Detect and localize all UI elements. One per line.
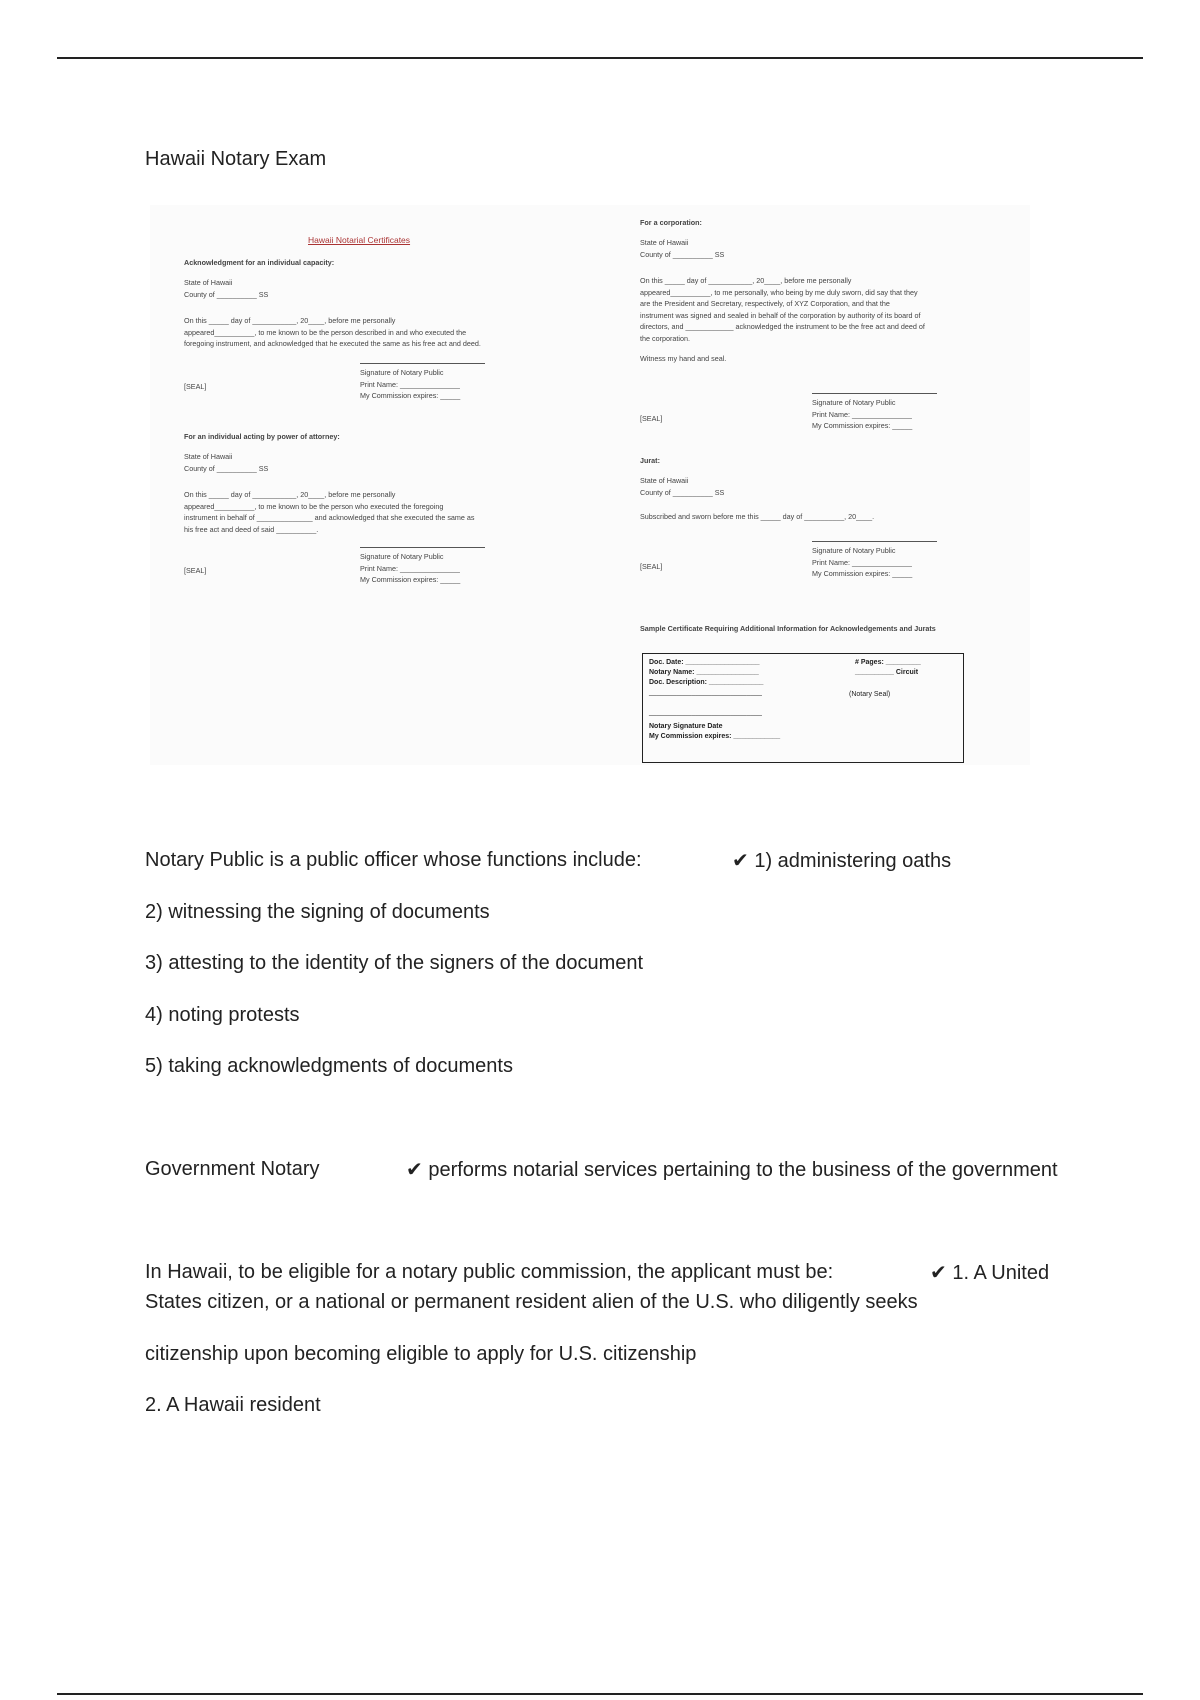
question-eligibility: In Hawaii, to be eligible for a notary public commission, the applicant must be: bbox=[145, 1261, 834, 1283]
poa-body: On this _____ day of ___________, 20____, before me personally appeared__________, to me known to be the person who executed the foregoing instrument in behalf of ______________ and acknowledged that she executed the same as his free act and deed of said __________. bbox=[184, 490, 475, 534]
individual-body: On this _____ day of ___________, 20____, before me personally appeared__________, to me known to be the person described in and who executed the foregoing instrument, and acknowledged that he executed the same as his free act and deed. bbox=[184, 316, 481, 349]
sample-commission: My Commission expires: ____________ bbox=[649, 733, 781, 740]
corporation-heading: For a corporation: bbox=[640, 218, 702, 227]
check-icon: ✔ bbox=[732, 848, 749, 872]
check-icon: ✔ bbox=[930, 1260, 947, 1284]
eligibility-line: 2. A Hawaii resident bbox=[145, 1394, 321, 1416]
function-item: 2) witnessing the signing of documents bbox=[145, 901, 490, 923]
corporation-venue: State of Hawaii County of __________ SS bbox=[640, 238, 725, 259]
corporation-signature-block: Signature of Notary Public Print Name: _______________ My Commission expires: _____ bbox=[812, 393, 937, 432]
sample-notary-seal: (Notary Seal) bbox=[849, 691, 891, 698]
answer-notary-functions: ✔ 1) administering oaths bbox=[732, 848, 952, 872]
function-item: 5) taking acknowledgments of documents bbox=[145, 1055, 513, 1077]
individual-seal: [SEAL] bbox=[184, 382, 207, 391]
notarial-certificates-image bbox=[150, 205, 1030, 765]
sample-pages: # Pages: _________ bbox=[855, 659, 921, 666]
eligibility-line: citizenship upon becoming eligible to apply for U.S. citizenship bbox=[145, 1343, 697, 1365]
jurat-body: Subscribed and sworn before me this _____ day of __________, 20____. bbox=[640, 512, 875, 521]
eligibility-line: States citizen, or a national or permanent resident alien of the U.S. who diligently seeks bbox=[145, 1291, 918, 1313]
header-rule bbox=[57, 57, 1143, 59]
footer-rule bbox=[57, 1693, 1143, 1695]
question-notary-functions: Notary Public is a public officer whose functions include: bbox=[145, 849, 642, 871]
certificates-right-column bbox=[640, 205, 1030, 645]
sample-notary-signature: Notary Signature Date bbox=[649, 723, 723, 730]
poa-seal: [SEAL] bbox=[184, 566, 207, 575]
question-government-notary: Government Notary bbox=[145, 1158, 320, 1180]
sample-blank-line-2: _____________________________ bbox=[649, 709, 762, 716]
poa-heading: For an individual acting by power of attorney: bbox=[184, 432, 340, 441]
jurat-heading: Jurat: bbox=[640, 456, 660, 465]
sample-heading: Sample Certificate Requiring Additional Information for Acknowledgements and Jurats bbox=[640, 624, 936, 633]
individual-heading: Acknowledgment for an individual capacity: bbox=[184, 258, 335, 267]
sample-circuit: __________ Circuit bbox=[855, 669, 919, 676]
corporation-body: On this _____ day of ___________, 20____, before me personally appeared__________, to me personally, who being by me duly sworn, did say that they are the President and Secretary, respectively, of XYZ Corporation, and that the instrument was signed and sealed in behalf of the corporation by authority of its board of directors, and ____________ acknowledged the instrument to be the free act and deed of the corporation. bbox=[640, 276, 925, 343]
sample-doc-date: Doc. Date: ___________________ bbox=[649, 659, 760, 666]
jurat-seal: [SEAL] bbox=[640, 562, 663, 571]
witness-line: Witness my hand and seal. bbox=[640, 354, 727, 363]
certificates-title: Hawaii Notarial Certificates bbox=[308, 235, 411, 245]
jurat-venue: State of Hawaii County of __________ SS bbox=[640, 476, 725, 497]
poa-venue: State of Hawaii County of __________ SS bbox=[184, 452, 269, 473]
certificates-left-column bbox=[150, 205, 570, 765]
sample-certificate-box bbox=[642, 653, 964, 763]
function-item: 3) attesting to the identity of the signers of the document bbox=[145, 952, 644, 974]
answer-government-notary: ✔ performs notarial services pertaining to the business of the government bbox=[406, 1157, 1058, 1181]
poa-signature-block: Signature of Notary Public Print Name: _______________ My Commission expires: _____ bbox=[360, 547, 485, 586]
check-icon: ✔ bbox=[406, 1157, 423, 1181]
document-title: Hawaii Notary Exam bbox=[145, 148, 327, 170]
sample-blank-line: _____________________________ bbox=[649, 689, 762, 696]
jurat-signature-block: Signature of Notary Public Print Name: _______________ My Commission expires: _____ bbox=[812, 541, 937, 580]
sample-doc-description: Doc. Description: ______________ bbox=[649, 679, 764, 686]
sample-notary-name: Notary Name: ________________ bbox=[649, 669, 759, 676]
individual-signature-block: Signature of Notary Public Print Name: _______________ My Commission expires: _____ bbox=[360, 363, 485, 402]
answer-eligibility: ✔ 1. A United bbox=[930, 1260, 1050, 1284]
function-item: 4) noting protests bbox=[145, 1004, 300, 1026]
individual-venue: State of Hawaii County of __________ SS bbox=[184, 278, 269, 299]
corporation-seal: [SEAL] bbox=[640, 414, 663, 423]
